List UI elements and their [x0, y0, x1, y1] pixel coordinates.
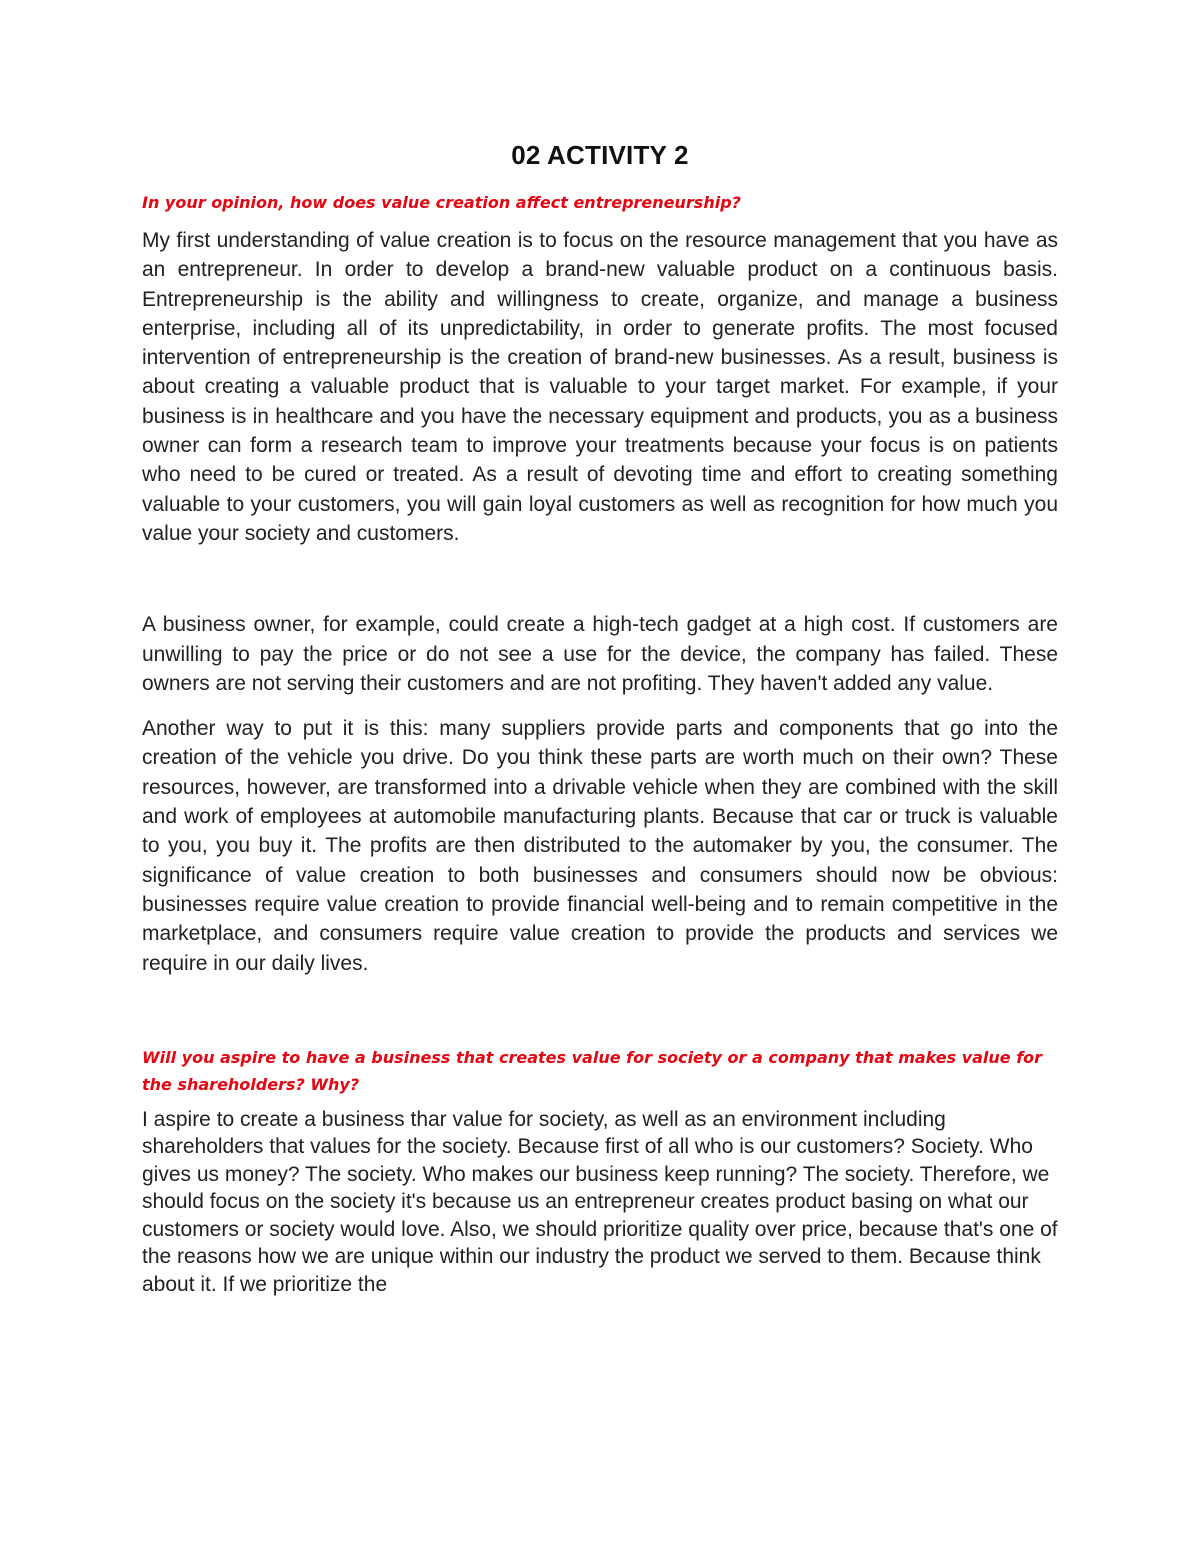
answer-paragraph-2: A business owner, for example, could create a high-tech gadget at a high cost. If customers are unwilling to pay the price or do not see a use for the device, the company has failed. These owners are not serving their customers and are not profiting. They haven't added any value. [142, 613, 1058, 695]
question-1: In your opinion, how does value creation affect entrepreneurship? [142, 193, 741, 212]
answer-paragraph-1: My first understanding of value creation is to focus on the resource management that you have as an entrepreneur. In order to develop a brand-new valuable product on a continuous basis. Entrepreneurship is the ability and willingness to create, organize, and manage a business enterprise, including all of its unpredictability, in order to generate profits. The most focused intervention of entrepreneurship is the creation of brand-new businesses. As a result, business is about creating a valuable product that is valuable to your target market. For example, if your business is in healthcare and you have the necessary equipment and products, you as a business owner can form a research team to improve your treatments because your focus is on patients who need to be cured or treated. As a result of devoting time and effort to creating something valuable to your customers, you will gain loyal customers as well as recognition for how much you value your society and customers. [142, 229, 1058, 545]
answer-paragraph-4: I aspire to create a business thar value for society, as well as an environment including shareholders that values for the society. Because first of all who is our customers? Society. Who gives us money? The society. Who makes our business keep running? The society. Therefore, we should focus on the society it's because us an entrepreneur creates product basing on what our customers or society would love. Also, we should prioritize quality over price, because that's one of the reasons how we are unique within our industry the product we served to them. Because think about it. If we prioritize the [142, 1107, 1058, 1296]
question-2: Will you aspire to have a business that creates value for society or a company that makes value for the shareholders? Why? [142, 1047, 1043, 1094]
answer-paragraph-3: Another way to put it is this: many suppliers provide parts and components that go into the creation of the vehicle you drive. Do you think these parts are worth much on their own? These resources, however, are transformed into a drivable vehicle when they are combined with the skill and work of employees at automobile manufacturing plants. Because that car or truck is valuable to you, you buy it. The profits are then distributed to the automaker by you, the consumer. The significance of value creation to both businesses and consumers should now be obvious: businesses require value creation to provide financial well-being and to remain competitive in the marketplace, and consumers require value creation to provide the products and services we require in our daily lives. [142, 717, 1058, 975]
document-title: 02 ACTIVITY 2 [511, 140, 689, 170]
document-content [142, 140, 1058, 1298]
